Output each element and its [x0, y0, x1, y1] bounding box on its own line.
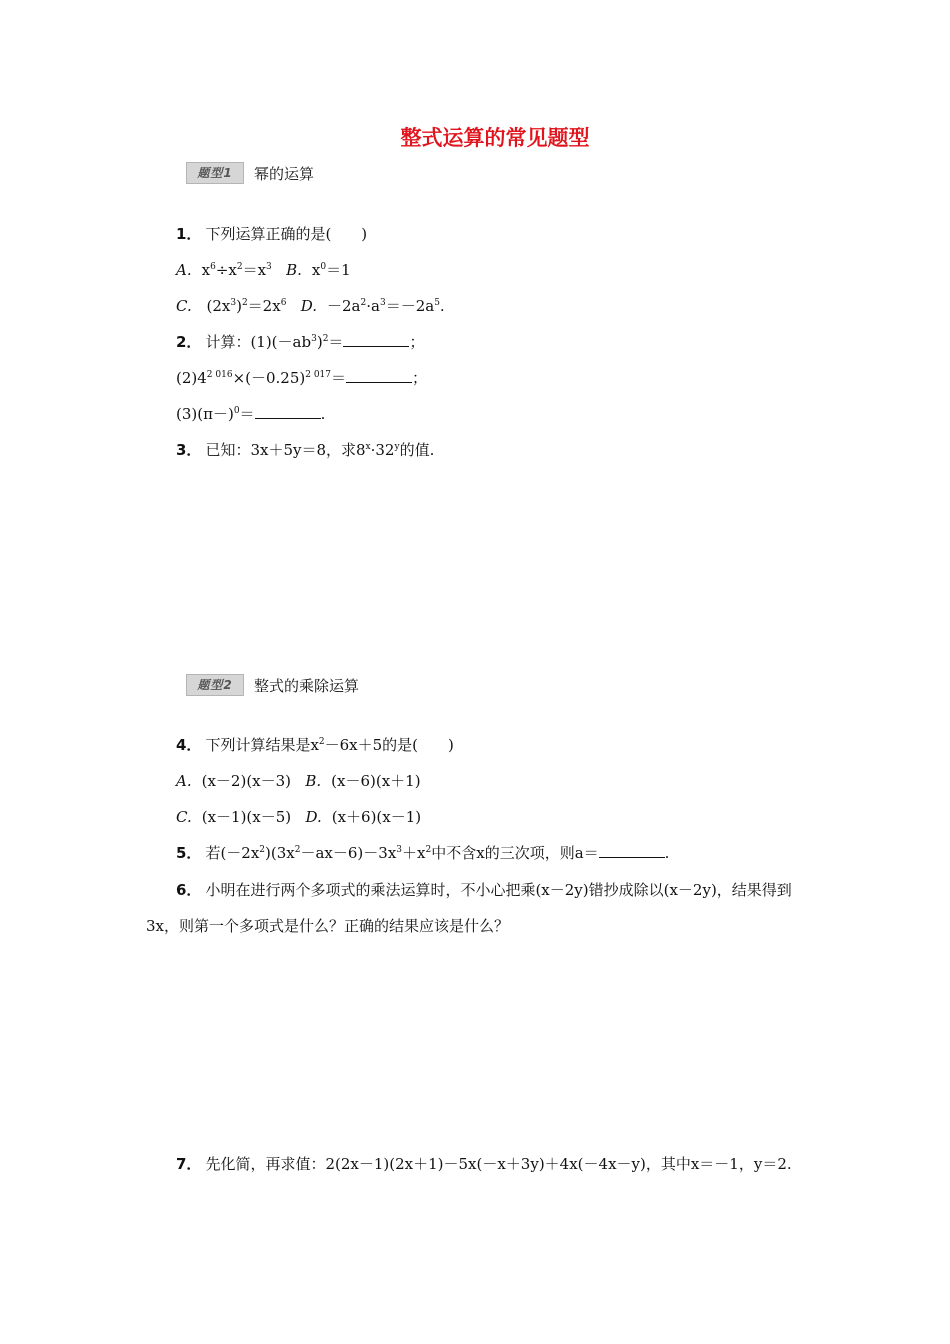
section-header-2	[186, 673, 359, 697]
option-label-c: C.	[176, 297, 192, 315]
option-label-a: A.	[176, 261, 192, 279]
question-stem: 下列运算正确的是( )	[205, 225, 368, 243]
q1-options-ab: A. $x^6\div x^2=x^3$ B. $x^0=1$	[176, 261, 351, 279]
question-stem: 计算：(1)(－ab	[205, 333, 312, 351]
answer-blank[interactable]	[343, 332, 409, 347]
question-number: 6．	[176, 881, 202, 899]
option-text-c: (x－1)(x－5)	[201, 808, 292, 826]
question-4: 4． 下列计算结果是$x^2-6x+5$的是( )	[176, 736, 454, 754]
section-badge-2: 题型2	[186, 674, 244, 696]
question-2-part-2: $(2)4^{2 016}\times(-0.25)^{2 017}=$ ；	[176, 369, 428, 387]
option-text-b: (x－6)(x＋1)	[331, 772, 421, 790]
answer-blank[interactable]	[255, 404, 321, 419]
question-number: 3．	[176, 441, 202, 459]
question-7	[146, 1146, 806, 1182]
option-text-a: (x－2)(x－3)	[201, 772, 292, 790]
option-label-b: B.	[305, 772, 322, 790]
question-2: 2． 计算：$(1)(-ab^3)^2=$ ；	[176, 333, 425, 351]
answer-blank[interactable]	[346, 368, 412, 383]
question-part: (2)4	[176, 369, 207, 387]
section-badge-1: 题型1	[186, 162, 244, 184]
option-label-d: D.	[305, 808, 322, 826]
question-text: 小明在进行两个多项式的乘法运算时，不小心把乘(x－2y)错抄成除以(x－2y)，结果得到3x，则第一个多项式是什么？正确的结果应该是什么？	[146, 881, 792, 935]
option-label-d: D.	[300, 297, 317, 315]
section-label-1: 幂的运算	[254, 164, 315, 183]
question-2-part-3: $(3)(\pi-)^0=$ .	[176, 405, 326, 423]
question-text: 先化简，再求值：2(2x－1)(2x＋1)－5x(－x＋3y)＋4x(－4x－y)，其中x＝－1，y＝2.	[205, 1155, 792, 1173]
question-number: 4．	[176, 736, 202, 754]
q4-options-ab	[176, 771, 421, 791]
section-label-2: 整式的乘除运算	[254, 676, 360, 695]
question-3: 3． 已知：3x＋5y＝8，求$8^x\cdot 32^y$的值.	[176, 441, 435, 459]
question-stem: 若(－2x	[205, 844, 260, 862]
page-title: 整式运算的常见题型	[400, 126, 590, 150]
question-stem: 下列计算结果是x	[205, 736, 319, 754]
option-text-d: (x＋6)(x－1)	[331, 808, 422, 826]
answer-blank[interactable]	[599, 843, 665, 858]
q1-options-cd: C. $(2x^3)^2=2x^6$ D. $-2a^2\cdot a^3=-2a^5$.	[176, 297, 445, 315]
question-part: (3)(π－)	[176, 405, 234, 423]
option-label-a: A.	[176, 772, 192, 790]
option-label-c: C.	[176, 808, 192, 826]
question-1	[176, 224, 367, 244]
question-number: 2．	[176, 333, 202, 351]
q4-options-cd	[176, 807, 421, 827]
question-6	[146, 872, 806, 944]
option-label-b: B.	[286, 261, 302, 279]
question-number: 1．	[176, 225, 202, 243]
question-number: 7．	[176, 1155, 202, 1173]
question-stem: 已知：3x＋5y＝8，求8	[205, 441, 366, 459]
question-number: 5．	[176, 844, 202, 862]
question-5: 5． 若$(-2x^2)(3x^2-ax-6)-3x^3+x^2$中不含x的三次项，则a＝ .	[176, 844, 670, 862]
section-header-1	[186, 161, 314, 185]
